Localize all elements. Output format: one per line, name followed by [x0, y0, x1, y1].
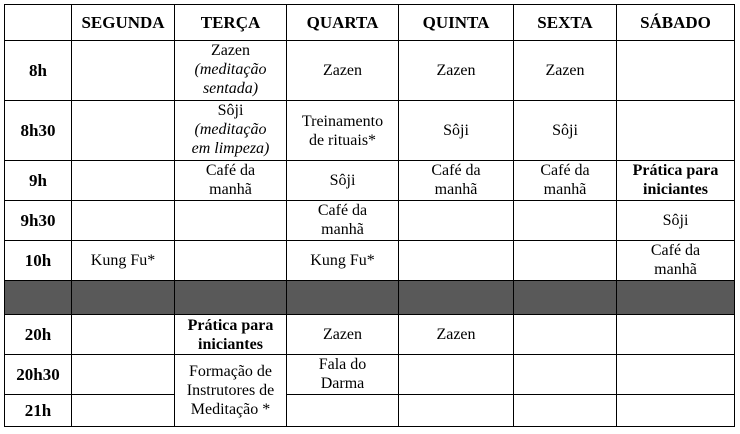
cell-line: manhã	[321, 221, 364, 238]
cell-seg-8h30	[72, 101, 175, 161]
time-21h: 21h	[5, 395, 72, 427]
cell-ter-9h	[175, 161, 287, 201]
cell-ter-8h	[175, 41, 287, 101]
cell-line: (meditação	[194, 121, 267, 138]
header-quarta: QUARTA	[287, 5, 399, 41]
cell-seg-20h	[72, 315, 175, 355]
cell-line: de rituais*	[308, 131, 377, 149]
cell-sex-20h	[514, 315, 617, 355]
cell-qui-9h30	[399, 201, 514, 241]
cell-qui-20h: Zazen	[399, 315, 514, 355]
cell-seg-8h	[72, 41, 175, 101]
cell-sex-10h	[514, 241, 617, 281]
row-20h	[5, 315, 735, 355]
header-row	[5, 5, 735, 41]
cell-ter-20h30	[175, 355, 287, 427]
row-10h	[5, 241, 735, 281]
header-quinta: QUINTA	[399, 5, 514, 41]
time-8h: 8h	[5, 41, 72, 101]
cell-line: Instrutores de	[186, 382, 275, 399]
cell-sex-8h: Zazen	[514, 41, 617, 101]
divider-cell	[617, 281, 735, 315]
divider-cell	[175, 281, 287, 315]
divider-row	[5, 281, 735, 315]
cell-sex-8h30: Sôji	[514, 101, 617, 161]
cell-line: iniciantes	[643, 181, 708, 198]
cell-line: (meditação	[194, 61, 267, 78]
row-9h	[5, 161, 735, 201]
cell-seg-10h: Kung Fu*	[72, 241, 175, 281]
cell-sab-9h	[617, 161, 735, 201]
header-corner	[5, 5, 72, 41]
cell-line: Café da	[317, 202, 368, 219]
time-8h30: 8h30	[5, 101, 72, 161]
header-segunda: SEGUNDA	[72, 5, 175, 41]
cell-sab-10h	[617, 241, 735, 281]
cell-line: Prática para	[632, 162, 719, 179]
cell-sab-20h30	[617, 355, 735, 395]
cell-qua-9h: Sôji	[287, 161, 399, 201]
cell-qui-20h30	[399, 355, 514, 395]
row-8h	[5, 41, 735, 101]
cell-line: em limpeza)	[191, 140, 270, 157]
cell-sab-21h	[617, 395, 735, 427]
cell-qui-10h	[399, 241, 514, 281]
header-sexta: SEXTA	[514, 5, 617, 41]
divider-cell	[72, 281, 175, 315]
divider-cell	[287, 281, 399, 315]
row-9h30	[5, 201, 735, 241]
cell-sab-8h30	[617, 101, 735, 161]
cell-line: manhã	[654, 261, 697, 278]
cell-line: sentada)	[202, 80, 259, 97]
cell-qua-9h30	[287, 201, 399, 241]
cell-line: Treinamento	[301, 112, 384, 130]
cell-ter-8h30	[175, 101, 287, 161]
cell-ter-10h	[175, 241, 287, 281]
time-9h: 9h	[5, 161, 72, 201]
cell-sab-8h	[617, 41, 735, 101]
time-20h: 20h	[5, 315, 72, 355]
cell-line: manhã	[434, 181, 478, 198]
divider-cell	[399, 281, 514, 315]
cell-qua-20h30	[287, 355, 399, 395]
divider-cell	[514, 281, 617, 315]
row-20h30	[5, 355, 735, 395]
cell-ter-20h	[175, 315, 287, 355]
cell-line: Fala do	[318, 356, 367, 373]
cell-line: Formação de	[188, 363, 273, 380]
header-sabado: SÁBADO	[617, 5, 735, 41]
cell-line: Café da	[650, 242, 701, 259]
cell-qui-8h: Zazen	[399, 41, 514, 101]
cell-qua-8h: Zazen	[287, 41, 399, 101]
time-20h30: 20h30	[5, 355, 72, 395]
cell-qui-9h	[399, 161, 514, 201]
cell-line: Zazen	[210, 42, 251, 59]
row-21h	[5, 395, 735, 427]
cell-sab-9h30: Sôji	[617, 201, 735, 241]
cell-sex-9h	[514, 161, 617, 201]
row-8h30	[5, 101, 735, 161]
cell-qui-21h	[399, 395, 514, 427]
cell-line: Café da	[431, 162, 481, 179]
cell-line: manhã	[209, 181, 252, 198]
time-9h30: 9h30	[5, 201, 72, 241]
cell-sex-21h	[514, 395, 617, 427]
cell-sab-20h	[617, 315, 735, 355]
header-terca: TERÇA	[175, 5, 287, 41]
cell-qua-10h: Kung Fu*	[287, 241, 399, 281]
cell-line: Darma	[320, 375, 365, 392]
cell-qui-8h30: Sôji	[399, 101, 514, 161]
cell-line: Prática para	[187, 316, 274, 334]
time-10h: 10h	[5, 241, 72, 281]
cell-line: iniciantes	[198, 335, 263, 353]
cell-sex-20h30	[514, 355, 617, 395]
cell-seg-20h30	[72, 355, 175, 395]
cell-sex-9h30	[514, 201, 617, 241]
cell-line: Café da	[540, 162, 590, 179]
cell-line: manhã	[543, 181, 587, 198]
cell-line: Sôji	[217, 102, 244, 119]
cell-qua-21h	[287, 395, 399, 427]
cell-qua-8h30	[287, 101, 399, 161]
cell-seg-21h	[72, 395, 175, 427]
cell-ter-9h30	[175, 201, 287, 241]
cell-seg-9h	[72, 161, 175, 201]
cell-line: Meditação *	[190, 401, 271, 418]
cell-seg-9h30	[72, 201, 175, 241]
schedule-table	[4, 4, 735, 427]
cell-qua-20h: Zazen	[287, 315, 399, 355]
cell-line: Café da	[205, 162, 256, 179]
divider-cell	[5, 281, 72, 315]
